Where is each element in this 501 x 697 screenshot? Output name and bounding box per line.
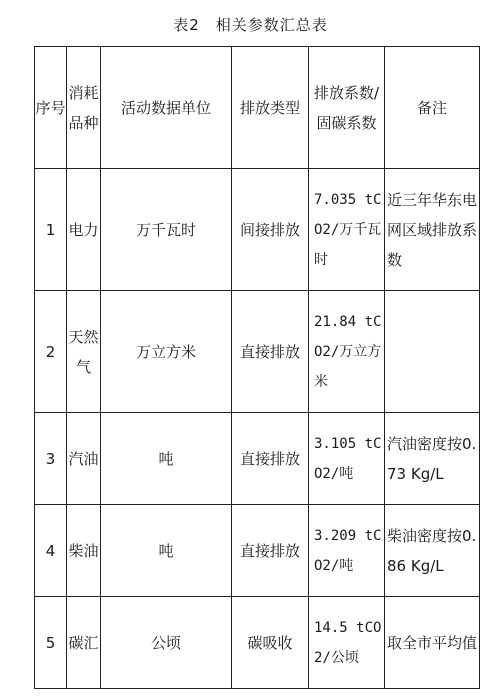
header-kind: 消耗品种 bbox=[67, 47, 101, 169]
table-row bbox=[35, 413, 480, 505]
cell-kind: 碳汇 bbox=[67, 597, 101, 689]
cell-coef: 21.84 tCO2/万立方米 bbox=[309, 291, 385, 413]
cell-no: 4 bbox=[35, 505, 67, 597]
cell-type: 碳吸收 bbox=[232, 597, 309, 689]
cell-kind: 汽油 bbox=[67, 413, 101, 505]
cell-kind: 电力 bbox=[67, 169, 101, 291]
cell-type: 直接排放 bbox=[232, 505, 309, 597]
header-note: 备注 bbox=[385, 47, 480, 169]
header-unit: 活动数据单位 bbox=[101, 47, 232, 169]
header-coef: 排放系数/固碳系数 bbox=[309, 47, 385, 169]
table-row bbox=[35, 169, 480, 291]
table-caption: 表2 相关参数汇总表 bbox=[173, 16, 328, 34]
table-row bbox=[35, 597, 480, 689]
cell-type: 直接排放 bbox=[232, 413, 309, 505]
cell-type: 直接排放 bbox=[232, 291, 309, 413]
cell-no: 3 bbox=[35, 413, 67, 505]
header-no: 序号 bbox=[35, 47, 67, 169]
cell-coef: 7.035 tCO2/万千瓦时 bbox=[309, 169, 385, 291]
header-type: 排放类型 bbox=[232, 47, 309, 169]
cell-unit: 万立方米 bbox=[101, 291, 232, 413]
cell-no: 5 bbox=[35, 597, 67, 689]
cell-unit: 吨 bbox=[101, 505, 232, 597]
cell-coef: 14.5 tCO2/公顷 bbox=[309, 597, 385, 689]
cell-note: 柴油密度按0.86 Kg/L bbox=[385, 505, 480, 597]
cell-coef: 3.209 tCO2/吨 bbox=[309, 505, 385, 597]
cell-coef: 3.105 tCO2/吨 bbox=[309, 413, 385, 505]
cell-kind: 天然气 bbox=[67, 291, 101, 413]
cell-unit: 吨 bbox=[101, 413, 232, 505]
cell-unit: 万千瓦时 bbox=[101, 169, 232, 291]
table-row bbox=[35, 505, 480, 597]
cell-unit: 公顷 bbox=[101, 597, 232, 689]
cell-kind: 柴油 bbox=[67, 505, 101, 597]
header-row bbox=[35, 47, 480, 169]
cell-note bbox=[385, 291, 480, 413]
cell-no: 1 bbox=[35, 169, 67, 291]
cell-no: 2 bbox=[35, 291, 67, 413]
cell-note: 近三年华东电网区域排放系数 bbox=[385, 169, 480, 291]
cell-note: 汽油密度按0.73 Kg/L bbox=[385, 413, 480, 505]
parameter-table bbox=[34, 46, 480, 689]
cell-note: 取全市平均值 bbox=[385, 597, 480, 689]
table-row bbox=[35, 291, 480, 413]
cell-type: 间接排放 bbox=[232, 169, 309, 291]
